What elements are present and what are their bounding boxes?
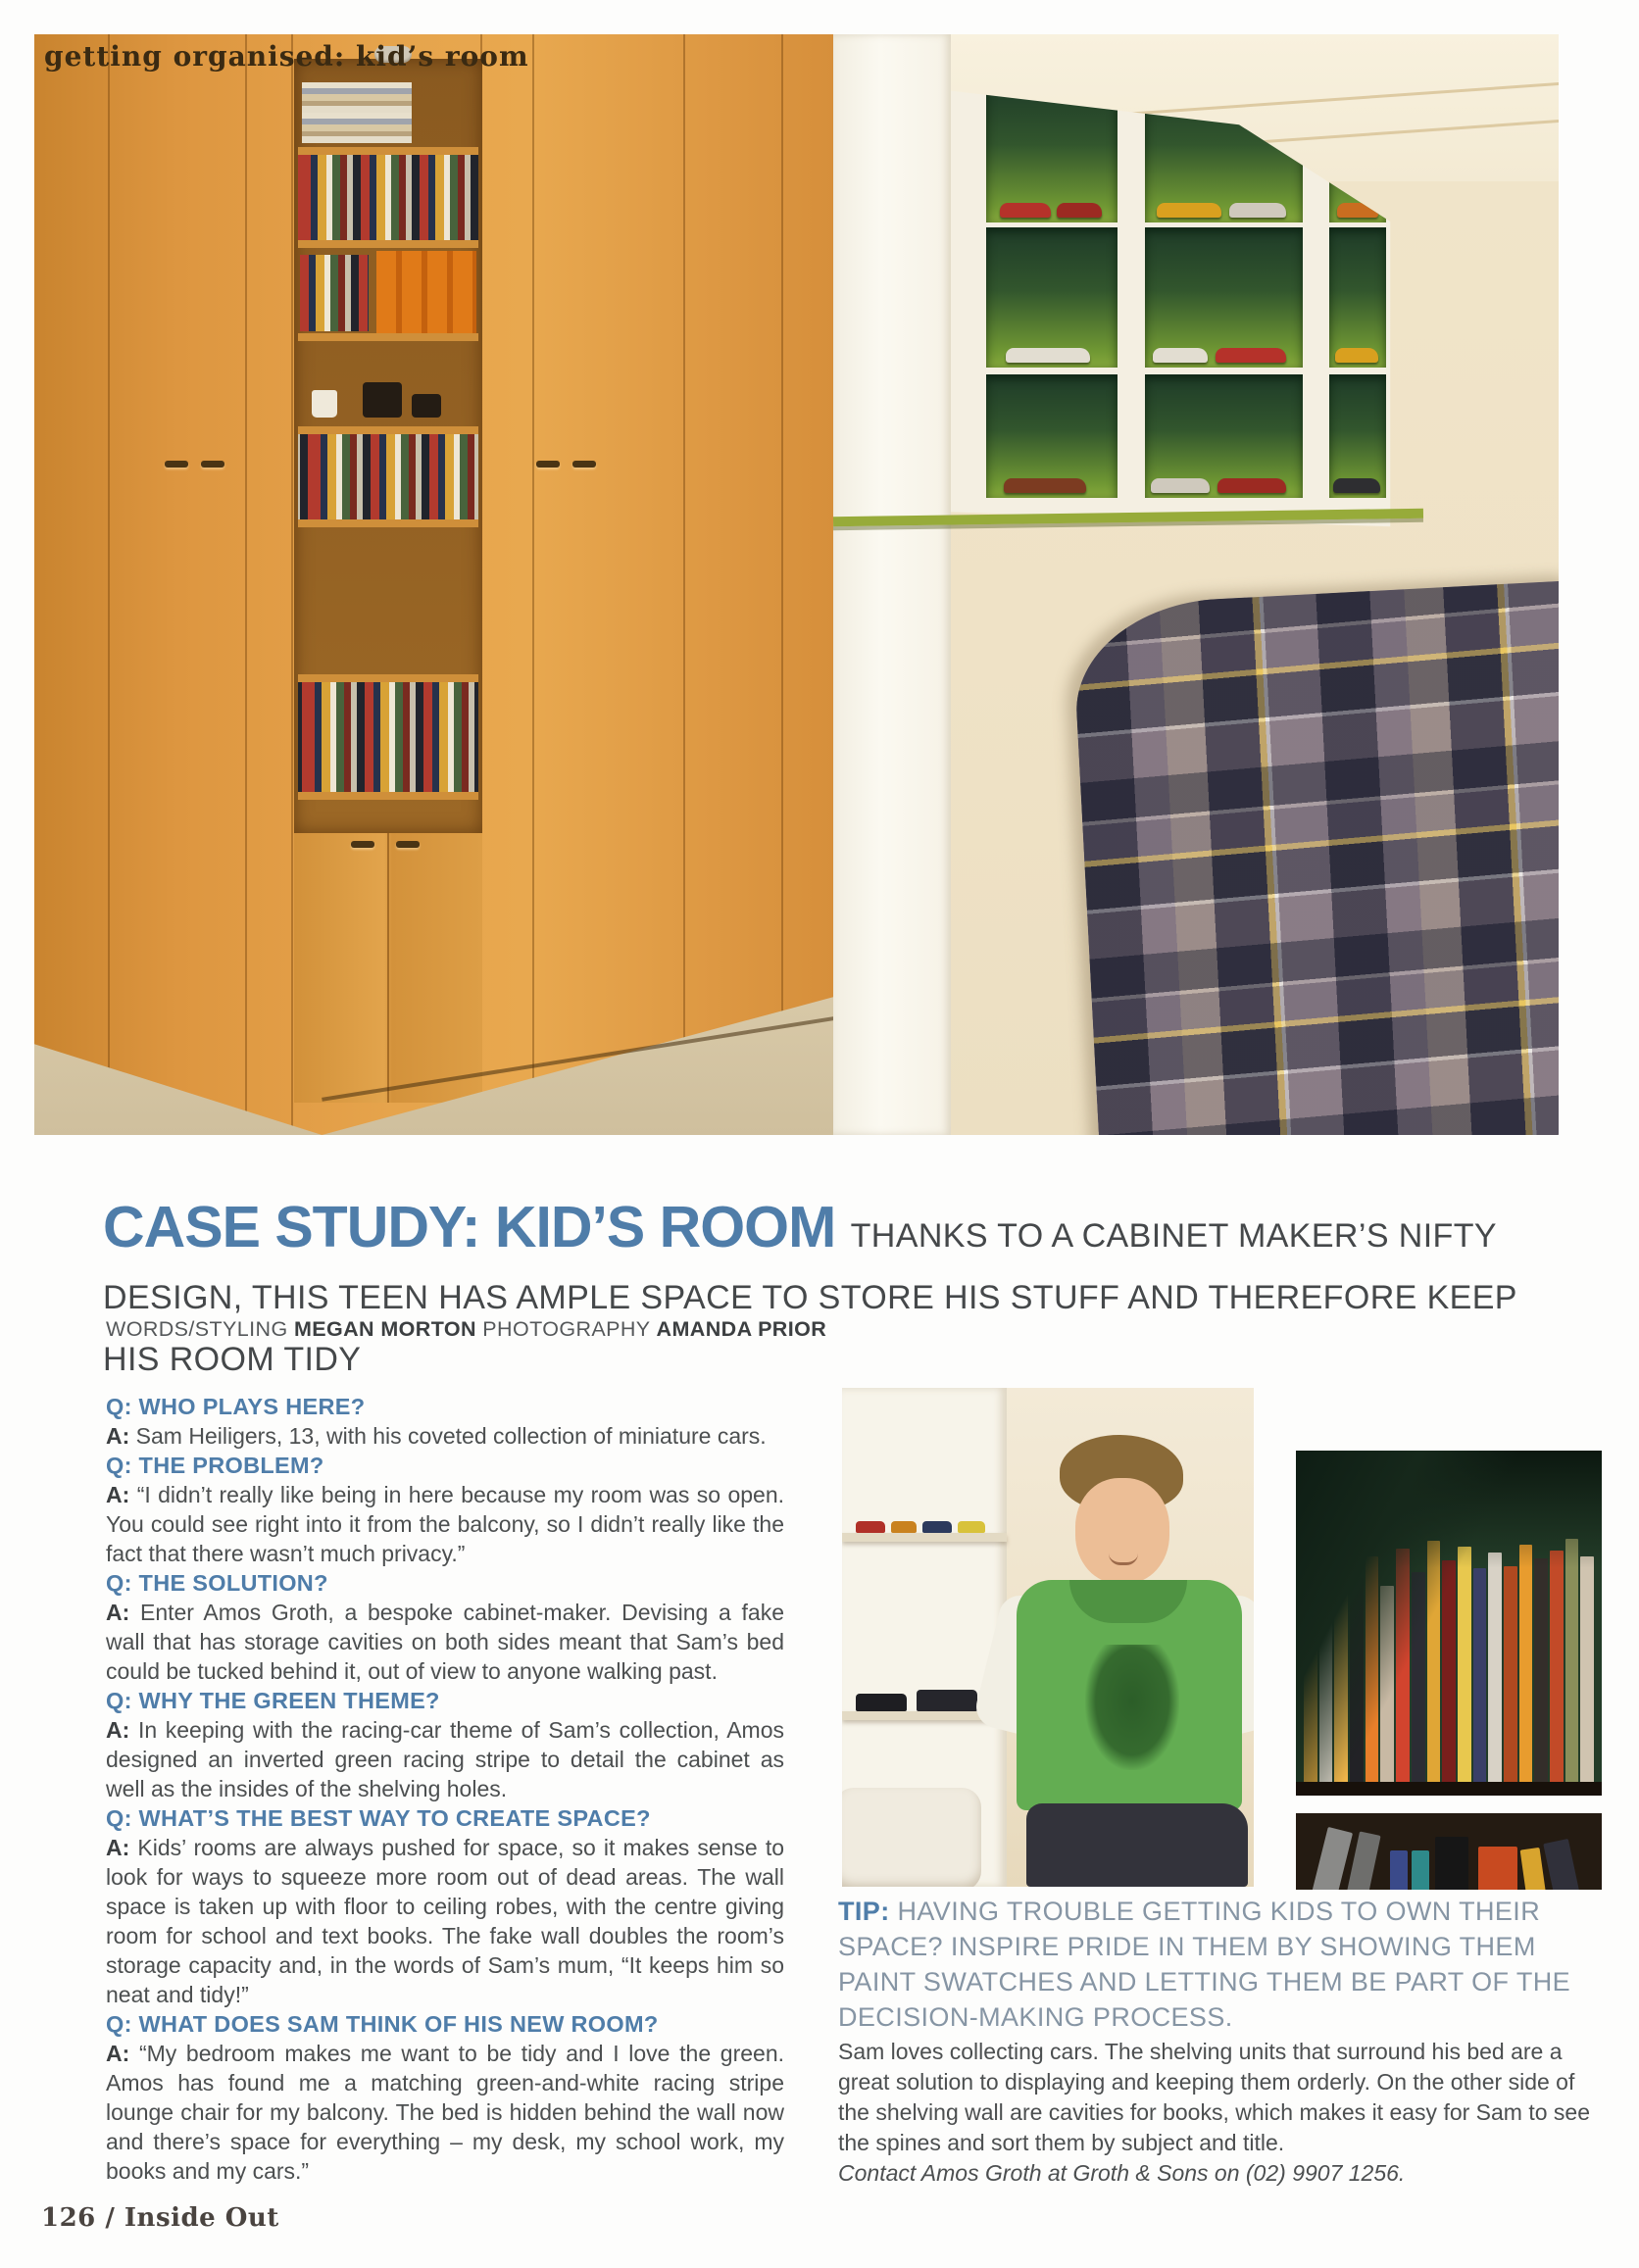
photography-name: AMANDA PRIOR	[656, 1317, 827, 1341]
page-number: 126 / Inside Out	[41, 2203, 279, 2233]
toy-car	[917, 1690, 977, 1711]
question: Q: WHAT DOES SAM THINK OF HIS NEW ROOM?	[106, 2011, 659, 2037]
mug	[312, 390, 337, 418]
book-row	[298, 434, 478, 527]
cubby	[1329, 374, 1386, 498]
plaid-horizontal	[1071, 580, 1559, 1135]
book-spine	[1346, 1831, 1380, 1890]
toy-car	[1335, 348, 1378, 363]
bed	[1071, 580, 1559, 1135]
tip-heading	[838, 1894, 1602, 2035]
book-cavity-photo-small	[1296, 1813, 1602, 1890]
cupboard-handle	[351, 841, 374, 848]
book-spine	[1312, 1827, 1353, 1890]
answer-label: A:	[106, 1482, 130, 1507]
room-photo	[34, 34, 1559, 1135]
toy-car	[1229, 203, 1286, 218]
answer	[106, 1833, 784, 2009]
wardrobe-handle	[165, 461, 188, 468]
answer	[106, 1421, 784, 1451]
book-row	[298, 682, 478, 800]
toy-car	[1216, 348, 1286, 363]
camera-toys	[363, 382, 402, 418]
toy-car	[1006, 348, 1090, 363]
shelf	[298, 527, 478, 682]
question: Q: WHY THE GREEN THEME?	[106, 1688, 440, 1713]
answer	[106, 2039, 784, 2186]
cupboard-seam	[387, 833, 389, 1103]
book-row	[298, 155, 478, 248]
tip-contact: Contact Amos Groth at Groth & Sons on (02) 9907 1256.	[838, 2160, 1406, 2186]
toy-car	[1004, 478, 1086, 493]
cubby	[1145, 374, 1303, 498]
answer-text: Enter Amos Groth, a bespoke cabinet-maker. Devising a fake wall that has storage cavities on both sides meant that Sam’s bed could be tucked behind it, out of view to anyone walking past.	[106, 1600, 784, 1684]
byline	[106, 1317, 826, 1342]
toy-car	[958, 1521, 985, 1533]
words-name: MEGAN MORTON	[293, 1317, 476, 1341]
shelf	[298, 59, 478, 155]
cubby	[1145, 227, 1303, 368]
wardrobe-door-seam	[683, 34, 685, 1135]
book-spine	[1543, 1839, 1579, 1890]
answer	[106, 1598, 784, 1686]
answer-label: A:	[106, 1717, 130, 1743]
wardrobe-door-seam	[245, 34, 247, 1135]
words-label: WORDS/STYLING	[106, 1317, 294, 1341]
answer-text: “I didn’t really like being in here because my room was so open. You could see right into it from the balcony, so I didn’t really like the fact that there wasn’t much privacy.”	[106, 1482, 784, 1566]
question: Q: THE SOLUTION?	[106, 1570, 328, 1596]
photography-label: PHOTOGRAPHY	[475, 1317, 657, 1341]
wardrobe-handle	[536, 461, 560, 468]
bookshelf-recess	[294, 59, 482, 833]
wardrobe-door-seam	[108, 34, 110, 1135]
cubby	[986, 227, 1118, 368]
answer-text: In keeping with the racing-car theme of Sam’s collection, Amos designed an inverted green racing stripe to detail the cabinet as well as the insides of the shelving holes.	[106, 1717, 785, 1801]
camera-toys	[412, 394, 441, 418]
tip-label: TIP:	[838, 1897, 898, 1926]
answer-label: A:	[106, 2041, 130, 2066]
wardrobe-handle	[201, 461, 224, 468]
wardrobe-door-seam	[781, 34, 783, 1135]
wardrobe-door-seam	[291, 34, 293, 1135]
toy-car	[891, 1521, 917, 1533]
book-spine	[1520, 1848, 1547, 1890]
toy-car	[1000, 203, 1051, 218]
tip-body: Sam loves collecting cars. The shelving units that surround his bed are a great solution to displaying and keeping them orderly. On the other side of the shelving wall are cavities for books, which makes it easy for Sam to see the spines and sort them by subject and title.	[838, 2039, 1591, 2155]
divider-wall-side	[833, 34, 951, 1135]
answer	[106, 1480, 784, 1568]
orange-binders	[376, 251, 476, 333]
headline-subtitle: THANKS TO A CABINET MAKER’S NIFTY DESIGN, THIS TEEN HAS AMPLE SPACE TO STORE HIS STUFF AND THEREFORE KEEP HIS ROOM TIDY	[103, 1217, 1517, 1378]
book-cavity-photo	[1296, 1451, 1602, 1796]
crest-print	[1085, 1645, 1179, 1770]
answer-text: Sam Heiligers, 13, with his coveted collection of miniature cars.	[135, 1423, 767, 1449]
qa-column	[106, 1392, 784, 2186]
toy-car	[856, 1694, 907, 1711]
boy-photo	[842, 1388, 1254, 1887]
cubby	[1329, 227, 1386, 368]
cupboard-doors	[294, 833, 482, 1103]
tip-column	[838, 1894, 1602, 2189]
headline-title: CASE STUDY: KID’S ROOM	[103, 1195, 851, 1259]
book-row	[300, 255, 369, 331]
section-tag: getting organised: kid’s room	[44, 40, 529, 73]
book-spine	[1435, 1837, 1468, 1890]
toy-car	[1057, 203, 1102, 218]
answer-text: “My bedroom makes me want to be tidy and I love the green. Amos has found me a matching green-and-white racing stripe lounge chair for my balcony. The bed is hidden behind the wall now and there’s space for everything – my desk, my school work, my books and my cars.”	[106, 2041, 784, 2184]
cavity-shelf	[1296, 1782, 1602, 1796]
question: Q: THE PROBLEM?	[106, 1453, 324, 1478]
toy-car	[922, 1521, 952, 1533]
cubby	[986, 374, 1118, 498]
article-headline	[103, 1195, 1552, 1394]
book-spine	[1390, 1850, 1408, 1890]
toy-car	[1157, 203, 1221, 218]
question: Q: WHAT’S THE BEST WAY TO CREATE SPACE?	[106, 1805, 651, 1831]
cavity-shadow	[1296, 1451, 1602, 1796]
answer-label: A:	[106, 1600, 130, 1625]
toy-car	[1217, 478, 1286, 493]
question: Q: WHO PLAYS HERE?	[106, 1394, 366, 1419]
wardrobe-handle	[572, 461, 596, 468]
toy-car	[856, 1521, 885, 1533]
answer-text: Kids’ rooms are always pushed for space, so it makes sense to look for ways to squeeze more room out of dead areas. The wall space is taken up with floor to ceiling robes, with the centre giving room for school and text books. The fake wall doubles the room’s storage capacity and, in the words of Sam’s mum, “It keeps him so neat and tidy!”	[106, 1835, 784, 2007]
boy-lap	[1026, 1803, 1248, 1887]
book-spine	[1412, 1850, 1429, 1890]
answer-label: A:	[106, 1835, 130, 1860]
cupboard-handle	[396, 841, 420, 848]
pillow	[842, 1788, 981, 1887]
answer-label: A:	[106, 1423, 130, 1449]
answer	[106, 1715, 784, 1803]
wardrobe-door-seam	[532, 34, 534, 1135]
toy-car	[1333, 478, 1380, 493]
tip-caps-text: HAVING TROUBLE GETTING KIDS TO OWN THEIR SPACE? INSPIRE PRIDE IN THEM BY SHOWING THEM PAINT SWATCHES AND LETTING THEM BE PART OF THE DECISION-MAKING PROCESS.	[838, 1897, 1571, 2032]
book-spine	[1478, 1847, 1517, 1890]
toy-car	[1151, 478, 1210, 493]
boy-face	[1075, 1478, 1169, 1584]
shelf	[842, 1533, 1007, 1542]
toy-car	[1153, 348, 1208, 363]
wardrobe-wall	[34, 34, 833, 1135]
